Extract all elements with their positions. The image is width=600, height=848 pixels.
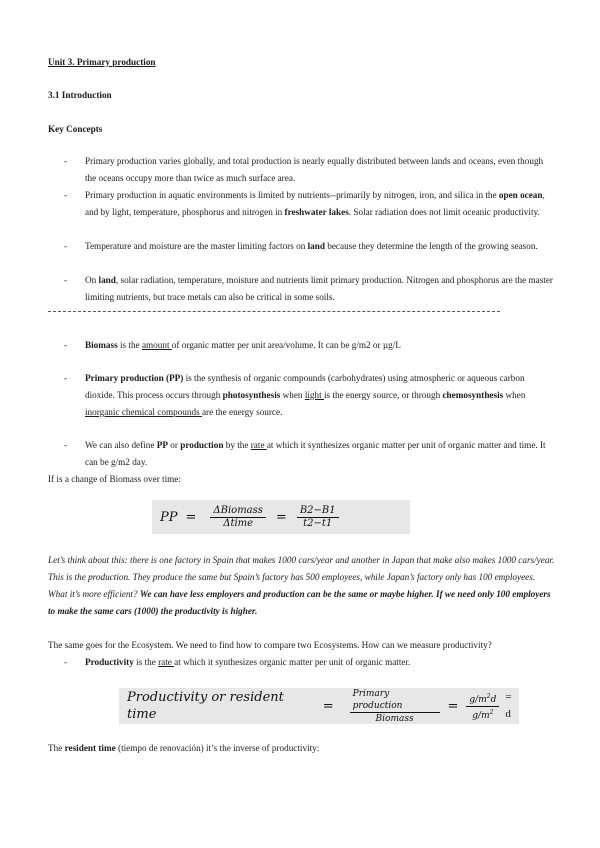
unit-title: Unit 3. Primary production (48, 57, 156, 67)
resident-time-line: The resident time (tiempo de renovación) it’s the inverse of productivity: (48, 743, 320, 753)
subsection-title: Key Concepts (48, 124, 103, 134)
list-item: Temperature and moisture are the master limiting factors on land because they determine the length of the growing season. (85, 241, 538, 251)
list-item: Primary production varies globally, and total production is nearly equally distributed between lands and oceans, even though the oceans occupy more than twice as much surface area. (85, 156, 544, 183)
list-item: Primary production in aquatic environments is limited by nutrients--primarily by nitrogen, iron, and silica in the open ocean, and by light, temperature, phosphorus and nitrogen in freshwater lakes. Solar radiation does not limit oceanic productivity. (85, 190, 545, 217)
primary-production-definition: Primary production (PP) is the synthesis of organic compounds (carbohydrates) using atmospheric or aqueous carbon dioxide. This process occurs through photosynthesis when light is the energy source, or through chemosynthesis when inorganic chemical compounds are the energy source. (85, 373, 526, 417)
pp-formula: PP = $\frac{\text{ΔBiomass}}{\text{Δtime}}$ = $\frac{B2-B1}{t2-t1}$ (152, 500, 410, 534)
pp-rate-definition: We can also define PP or production by the rate at which it synthesizes organic matter per unit of organic matter and time. It can be g/m2 day. (85, 440, 546, 467)
list-dash: - (64, 190, 68, 200)
list-dash: - (64, 657, 68, 667)
list-item: On land, solar radiation, temperature, moisture and nutrients limit primary production. Nitrogen and phosphorus are the master limiting nutrients, but trace metals can also be critical in some soils. (85, 275, 553, 302)
list-dash: - (64, 241, 68, 251)
productivity-formula: Productivity or resident time = $\frac{\text{Primary production}}{\text{Biomass}}$ = $\frac{g/m^2d}{g/m^2}$ = d (119, 688, 519, 724)
list-dash: - (64, 156, 68, 166)
ecosystem-question: The same goes for the Ecosystem. We need to find how to compare two Ecosystems. How can we measure productivity? (48, 640, 492, 650)
list-dash: - (64, 275, 68, 285)
list-dash: - (64, 440, 68, 450)
separator-line (48, 311, 500, 312)
biomass-definition: Biomass is the amount of organic matter per unit area/volume. It can be g/m2 or µg/L (85, 340, 401, 350)
section-title: 3.1 Introduction (48, 90, 112, 100)
biomass-change-line: If is a change of Biomass over time: (48, 474, 181, 484)
list-dash: - (64, 340, 68, 350)
list-dash: - (64, 373, 68, 383)
factory-example-paragraph: Let’s think about this: there is one factory in Spain that makes 1000 cars/year and another in Japan that make also makes 1000 cars/year. This is the production. They produce the same but Spain’s factory has 500 employees, while Japan’s factory only has 100 employees. What it’s more efficient? We can have less employers and production can be the same or maybe higher. If we need only 100 employers to make the same cars (1000) the productivity is higher. (48, 555, 555, 616)
productivity-definition: Productivity is the rate at which it synthesizes organic matter per unit of organic matter. (85, 657, 411, 667)
